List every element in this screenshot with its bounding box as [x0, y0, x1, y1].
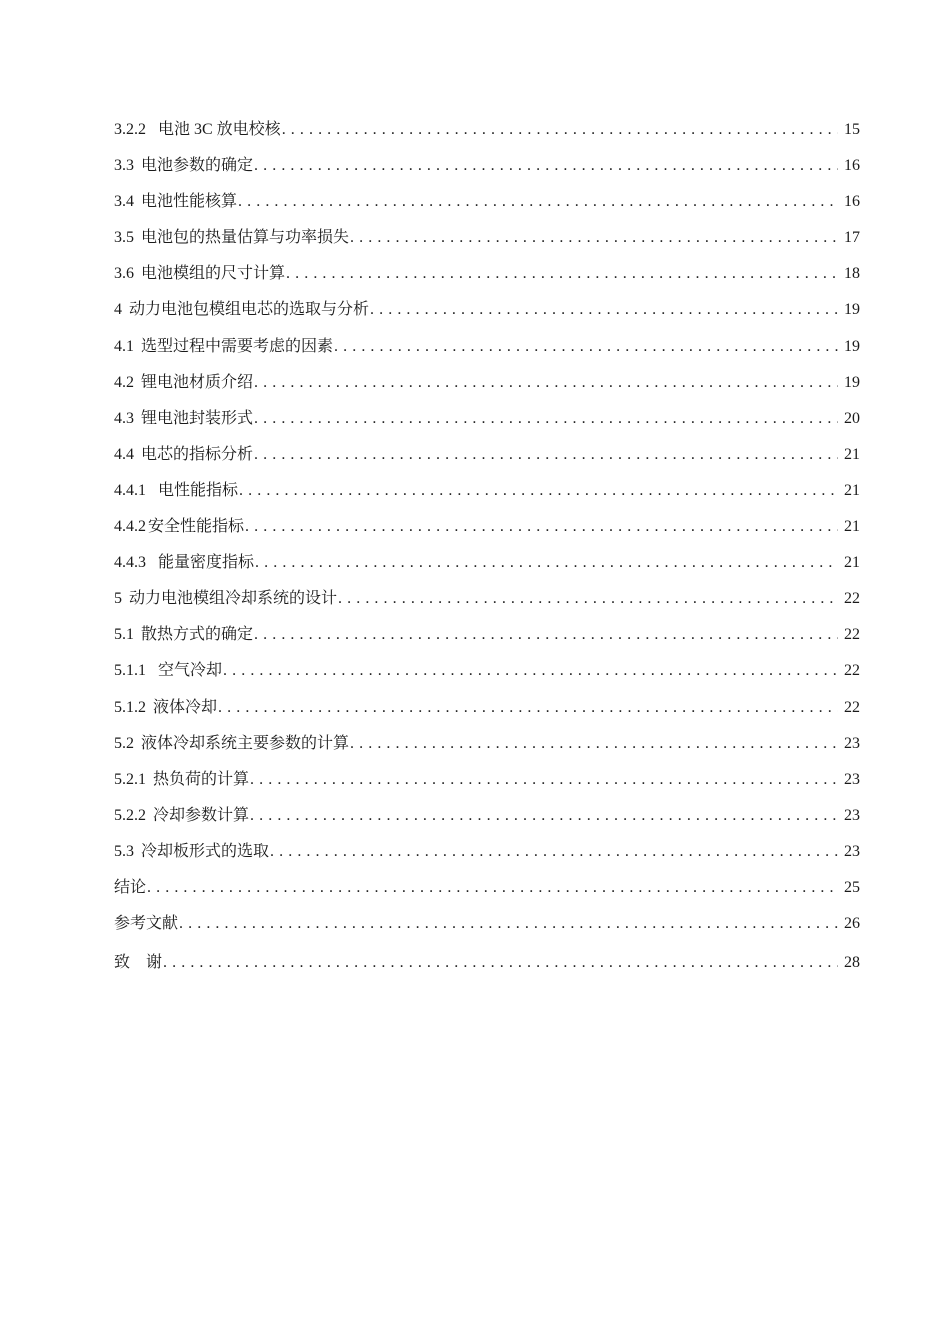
toc-entry-references[interactable]: [114, 911, 860, 947]
toc-entry-number: 5.1: [114, 626, 134, 644]
toc-entry-number: 5.3: [114, 842, 134, 860]
toc-entry-text: 热负荷的计算: [153, 770, 250, 788]
toc-entry-number: 4.4.3: [114, 554, 146, 572]
dot-leader: [254, 406, 838, 432]
toc-entry[interactable]: [114, 514, 860, 550]
toc-entry-title: [114, 478, 239, 504]
toc-entry-number: 5: [114, 590, 122, 608]
toc-entry-text: 锂电池材质介绍: [141, 373, 254, 391]
toc-entry-conclusion[interactable]: [114, 875, 860, 911]
toc-entry-text: 安全性能指标: [148, 518, 245, 536]
toc-entry-title: [114, 586, 338, 612]
toc-entry-page: 16: [844, 157, 860, 175]
toc-entry-text: 电池包的热量估算与功率损失: [141, 229, 350, 247]
toc-entry[interactable]: [114, 334, 860, 370]
toc-entry-number: 3.4: [114, 193, 134, 211]
toc-entry-text: 结论: [114, 878, 147, 896]
toc-entry-title: [114, 731, 350, 757]
toc-entry-text: 锂电池封装形式: [141, 409, 254, 427]
toc-entry-text: 电芯的指标分析: [141, 445, 254, 463]
toc-entry-text: 电性能指标: [158, 481, 239, 499]
dot-leader: [238, 189, 838, 215]
toc-entry-title: [114, 658, 223, 684]
toc-entry-text: 液体冷却系统主要参数的计算: [141, 734, 350, 752]
toc-entry[interactable]: [114, 225, 860, 261]
toc-entry[interactable]: [114, 370, 860, 406]
dot-leader: [179, 911, 838, 937]
toc-entry-number: 4.4: [114, 445, 134, 463]
toc-entry-title: [114, 117, 282, 143]
toc-entry[interactable]: [114, 731, 860, 767]
toc-entry-text: 电池 3C 放电校核: [158, 121, 281, 138]
dot-leader: [254, 153, 838, 179]
toc-entry-page: 25: [844, 878, 860, 896]
toc-entry-title: [114, 767, 250, 793]
toc-entry-page: 17: [844, 229, 860, 247]
dot-leader: [250, 767, 838, 793]
toc-entry-number: 3.5: [114, 229, 134, 247]
dot-leader: [286, 261, 838, 287]
toc-entry-text: 散热方式的确定: [141, 626, 254, 644]
toc-entry-page: 22: [844, 590, 860, 608]
toc-entry-page: 23: [844, 770, 860, 788]
toc-entry-page: 19: [844, 337, 860, 355]
toc-entry-number: 5.2.1: [114, 770, 146, 788]
toc-entry-title: [114, 550, 255, 576]
toc-entry-title: [114, 695, 218, 721]
dot-leader: [270, 839, 838, 865]
toc-entry[interactable]: [114, 153, 860, 189]
toc-entry-page: 22: [844, 662, 860, 680]
toc-entry-title: [114, 370, 254, 396]
toc-entry-text: 动力电池模组冷却系统的设计: [129, 590, 338, 608]
toc-entry-page: 26: [844, 915, 860, 933]
toc-entry-text: 电池参数的确定: [141, 157, 254, 175]
toc-entry[interactable]: [114, 803, 860, 839]
toc-entry-page: 18: [844, 265, 860, 283]
dot-leader: [254, 370, 838, 396]
toc-entry-text: 电池性能核算: [141, 193, 238, 211]
toc-entry-number: 4.1: [114, 337, 134, 355]
toc-entry-number: 3.2.2: [114, 121, 146, 138]
toc-entry[interactable]: [114, 261, 860, 297]
dot-leader: [334, 334, 838, 360]
dot-leader: [239, 478, 838, 504]
dot-leader: [245, 514, 838, 540]
toc-entry-title: [114, 189, 238, 215]
toc-entry[interactable]: [114, 658, 860, 694]
dot-leader: [370, 297, 838, 323]
dot-leader: [338, 586, 838, 612]
toc-entry-title: [114, 911, 179, 937]
toc-entry[interactable]: [114, 622, 860, 658]
toc-entry-page: 21: [844, 518, 860, 536]
toc-entry[interactable]: [114, 767, 860, 803]
dot-leader: [223, 658, 838, 684]
toc-entry[interactable]: [114, 189, 860, 225]
toc-entry-title: [114, 297, 370, 323]
toc-entry-number: 3.6: [114, 265, 134, 283]
toc-entry-title: [114, 622, 254, 648]
dot-leader: [163, 950, 838, 976]
toc-entry[interactable]: [114, 839, 860, 875]
toc-entry-title: [114, 261, 286, 287]
dot-leader: [255, 550, 838, 576]
toc-entry-page: 22: [844, 626, 860, 644]
dot-leader: [250, 803, 838, 829]
dot-leader: [218, 695, 838, 721]
toc-entry[interactable]: [114, 478, 860, 514]
toc-entry-title: [114, 839, 270, 865]
toc-entry-number: 5.2.2: [114, 806, 146, 824]
toc-entry[interactable]: [114, 695, 860, 731]
toc-entry-text: 空气冷却: [158, 662, 223, 680]
toc-entry[interactable]: [114, 586, 860, 622]
toc-entry-title: [114, 442, 254, 468]
toc-entry-page: 23: [844, 842, 860, 860]
toc-entry-page: 15: [844, 121, 860, 138]
toc-entry-number: 5.1.2: [114, 698, 146, 716]
table-of-contents: [114, 117, 860, 986]
toc-entry-number: 3.3: [114, 157, 134, 175]
toc-entry-text: 电池模组的尺寸计算: [141, 265, 286, 283]
toc-entry-text: 冷却板形式的选取: [141, 842, 270, 860]
toc-entry-page: 22: [844, 698, 860, 716]
toc-entry-text: 致 谢: [114, 954, 163, 972]
toc-entry-title: [114, 153, 254, 179]
dot-leader: [254, 442, 838, 468]
toc-entry-title: [114, 875, 147, 901]
dot-leader: [350, 225, 838, 251]
toc-entry[interactable]: [114, 550, 860, 586]
toc-entry-text: 能量密度指标: [158, 554, 255, 572]
toc-entry-text: 动力电池包模组电芯的选取与分析: [129, 301, 370, 319]
toc-entry-acknowledgements[interactable]: [114, 950, 860, 986]
toc-entry[interactable]: [114, 406, 860, 442]
toc-entry-text: 冷却参数计算: [153, 806, 250, 824]
toc-entry-page: 16: [844, 193, 860, 211]
toc-entry-number: 4.4.1: [114, 481, 146, 499]
toc-entry-number: 5.2: [114, 734, 134, 752]
toc-entry-title: [114, 514, 245, 540]
toc-entry-text: 液体冷却: [153, 698, 218, 716]
toc-entry-page: 23: [844, 734, 860, 752]
toc-entry-page: 28: [844, 954, 860, 972]
toc-entry-number: 4.4.2: [114, 518, 146, 536]
toc-entry[interactable]: [114, 117, 860, 153]
toc-entry-text: 参考文献: [114, 915, 179, 933]
toc-entry-title: [114, 334, 334, 360]
toc-entry[interactable]: [114, 442, 860, 478]
dot-leader: [282, 117, 838, 143]
toc-entry-text: 选型过程中需要考虑的因素: [141, 337, 334, 355]
toc-entry-page: 23: [844, 806, 860, 824]
toc-entry-page: 20: [844, 409, 860, 427]
toc-entry-page: 19: [844, 373, 860, 391]
dot-leader: [350, 731, 838, 757]
toc-entry-title: [114, 225, 350, 251]
dot-leader: [254, 622, 838, 648]
toc-entry-title: [114, 406, 254, 432]
toc-entry-page: 21: [844, 481, 860, 499]
toc-entry-page: 21: [844, 554, 860, 572]
toc-entry-title: [114, 950, 163, 976]
toc-entry-title: [114, 803, 250, 829]
toc-entry-number: 4.2: [114, 373, 134, 391]
toc-entry-page: 19: [844, 301, 860, 319]
toc-entry[interactable]: [114, 297, 860, 333]
toc-entry-page: 21: [844, 445, 860, 463]
toc-entry-number: 4.3: [114, 409, 134, 427]
toc-entry-number: 5.1.1: [114, 662, 146, 680]
dot-leader: [147, 875, 838, 901]
toc-entry-number: 4: [114, 301, 122, 319]
